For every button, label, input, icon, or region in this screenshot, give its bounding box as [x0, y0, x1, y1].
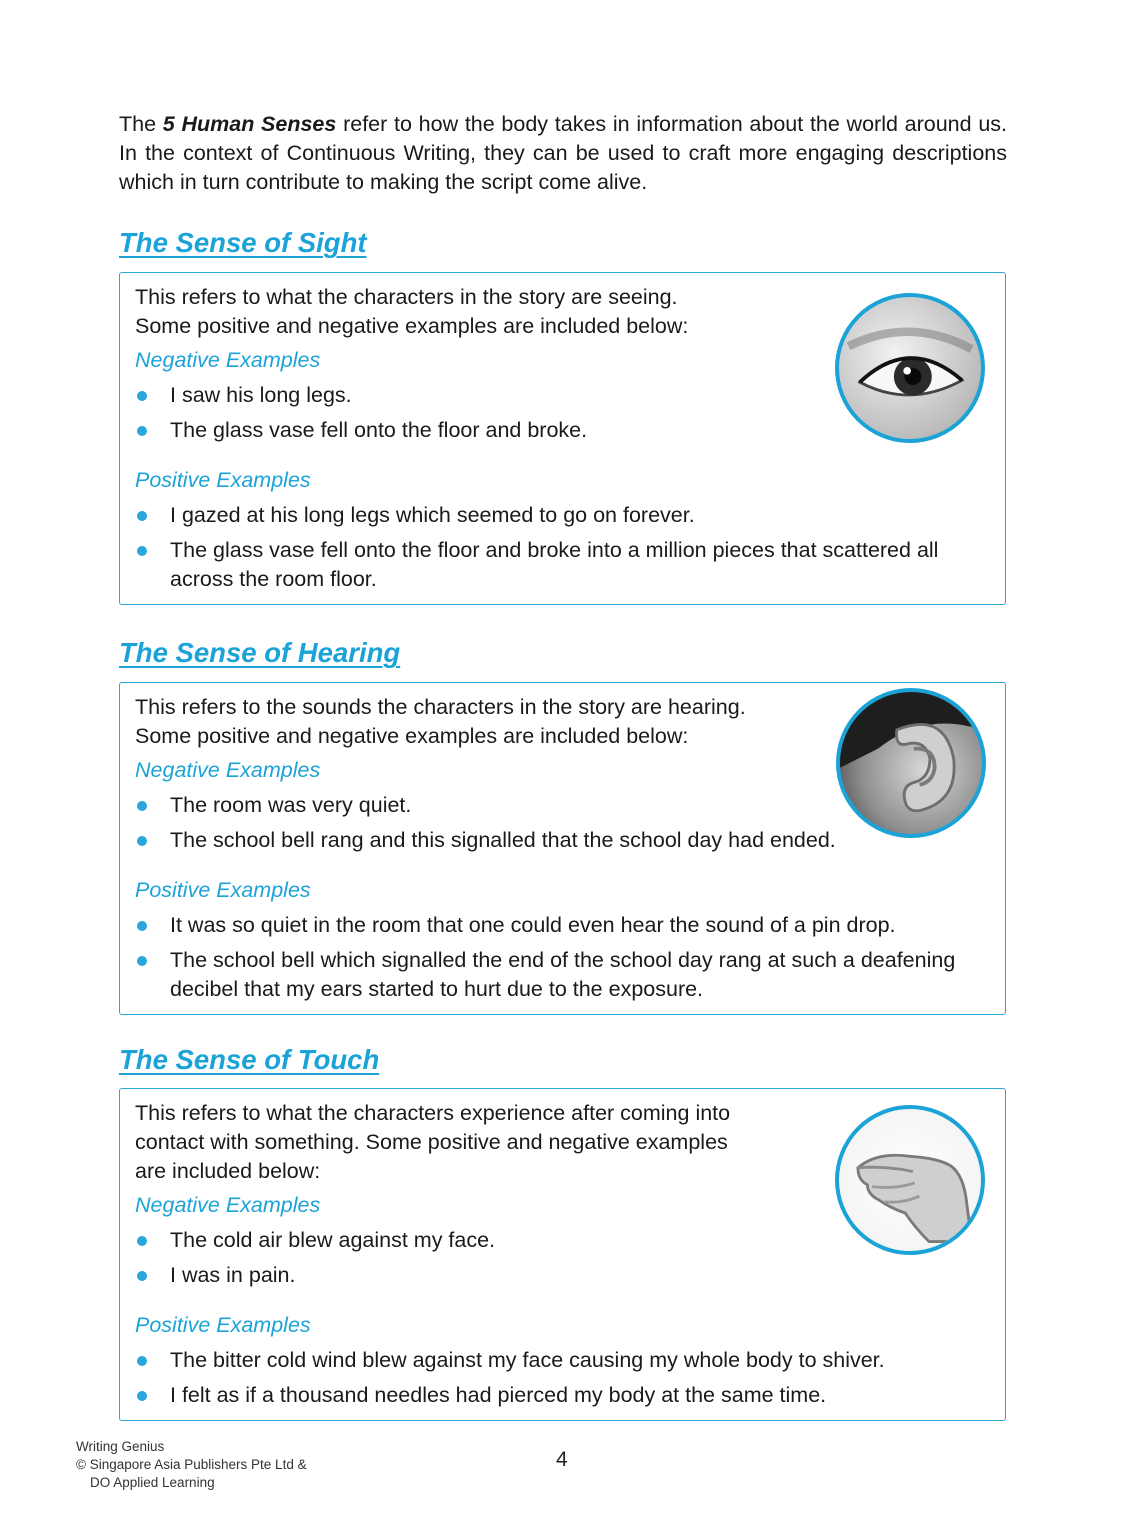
list-item — [135, 536, 991, 594]
negative-examples-label: Negative Examples — [135, 1193, 321, 1217]
list-item — [135, 1381, 991, 1410]
footer-book-title: Writing Genius — [76, 1439, 165, 1454]
list-item — [135, 911, 991, 940]
positive-examples-label: Positive Examples — [135, 468, 311, 492]
heading-touch: The Sense of Touch — [119, 1044, 380, 1075]
bullet-dot — [137, 1271, 147, 1281]
positive-examples-label: Positive Examples — [135, 1313, 311, 1337]
bullet-dot — [137, 801, 147, 811]
section-description — [135, 1099, 730, 1186]
list-item — [135, 826, 991, 855]
bullet-dot — [137, 391, 147, 401]
list-item — [135, 1261, 991, 1290]
section-box-sight — [119, 272, 1006, 605]
hand-icon — [835, 1105, 985, 1255]
eye-icon — [835, 293, 985, 443]
intro-bold-term: 5 Human Senses — [162, 112, 337, 136]
page-number: 4 — [556, 1448, 568, 1471]
list-item-text: The glass vase fell onto the floor and broke. — [170, 418, 588, 442]
list-item-text: The cold air blew against my face. — [170, 1228, 496, 1252]
description-line: contact with something. Some positive and negative examples — [135, 1130, 728, 1154]
list-item — [135, 501, 991, 530]
bullet-dot — [137, 956, 147, 966]
section-box-hearing — [119, 682, 1006, 1015]
negative-examples-label: Negative Examples — [135, 348, 321, 372]
bullet-dot — [137, 1356, 147, 1366]
intro-paragraph — [119, 110, 1007, 197]
positive-examples-list — [135, 1346, 991, 1416]
list-item-text: I was in pain. — [170, 1263, 296, 1287]
description-line: Some positive and negative examples are included below: — [135, 724, 689, 748]
heading-hearing: The Sense of Hearing — [119, 637, 401, 668]
bullet-dot — [137, 836, 147, 846]
negative-examples-label: Negative Examples — [135, 758, 321, 782]
section-box-touch — [119, 1088, 1006, 1421]
heading-sight: The Sense of Sight — [119, 227, 367, 258]
list-item-text: The room was very quiet. — [170, 793, 412, 817]
description-line: This refers to the sounds the characters in the story are hearing. — [135, 695, 746, 719]
list-item-text: The school bell which signalled the end of the school day rang at such a deafening decibel that my ears started to hurt due to the exposure. — [170, 948, 956, 1001]
footer-publisher: DO Applied Learning — [90, 1475, 215, 1490]
list-item-text: The bitter cold wind blew against my face causing my whole body to shiver. — [170, 1348, 885, 1372]
footer-copyright: © Singapore Asia Publishers Pte Ltd & — [76, 1457, 307, 1472]
list-item-text: I gazed at his long legs which seemed to go on forever. — [170, 503, 695, 527]
section-description — [135, 283, 688, 341]
section-description — [135, 693, 746, 751]
description-line: This refers to what the characters in the story are seeing. — [135, 285, 678, 309]
list-item — [135, 946, 991, 1004]
list-item — [135, 1346, 991, 1375]
bullet-dot — [137, 511, 147, 521]
bullet-dot — [137, 426, 147, 436]
bullet-dot — [137, 921, 147, 931]
list-item-text: I felt as if a thousand needles had pierced my body at the same time. — [170, 1383, 827, 1407]
description-line: Some positive and negative examples are included below: — [135, 314, 689, 338]
description-line: are included below: — [135, 1159, 321, 1183]
intro-rest: refer to how the body takes in information about the world around us. In the context of Continuous Writing, they can be used to craft more engaging descriptions which in turn contribute to making the script come alive. — [119, 112, 1007, 194]
bullet-dot — [137, 1391, 147, 1401]
positive-examples-label: Positive Examples — [135, 878, 311, 902]
footer-credits — [76, 1438, 307, 1492]
list-item-text: The glass vase fell onto the floor and broke into a million pieces that scattered all across the room floor. — [170, 538, 939, 591]
list-item-text: I saw his long legs. — [170, 383, 352, 407]
list-item-text: The school bell rang and this signalled that the school day had ended. — [170, 828, 836, 852]
description-line: This refers to what the characters experience after coming into — [135, 1101, 731, 1125]
positive-examples-list — [135, 501, 991, 600]
bullet-dot — [137, 546, 147, 556]
ear-icon — [836, 688, 986, 838]
positive-examples-list — [135, 911, 991, 1010]
list-item-text: It was so quiet in the room that one could even hear the sound of a pin drop. — [170, 913, 896, 937]
bullet-dot — [137, 1236, 147, 1246]
intro-prefix: The — [119, 112, 163, 136]
